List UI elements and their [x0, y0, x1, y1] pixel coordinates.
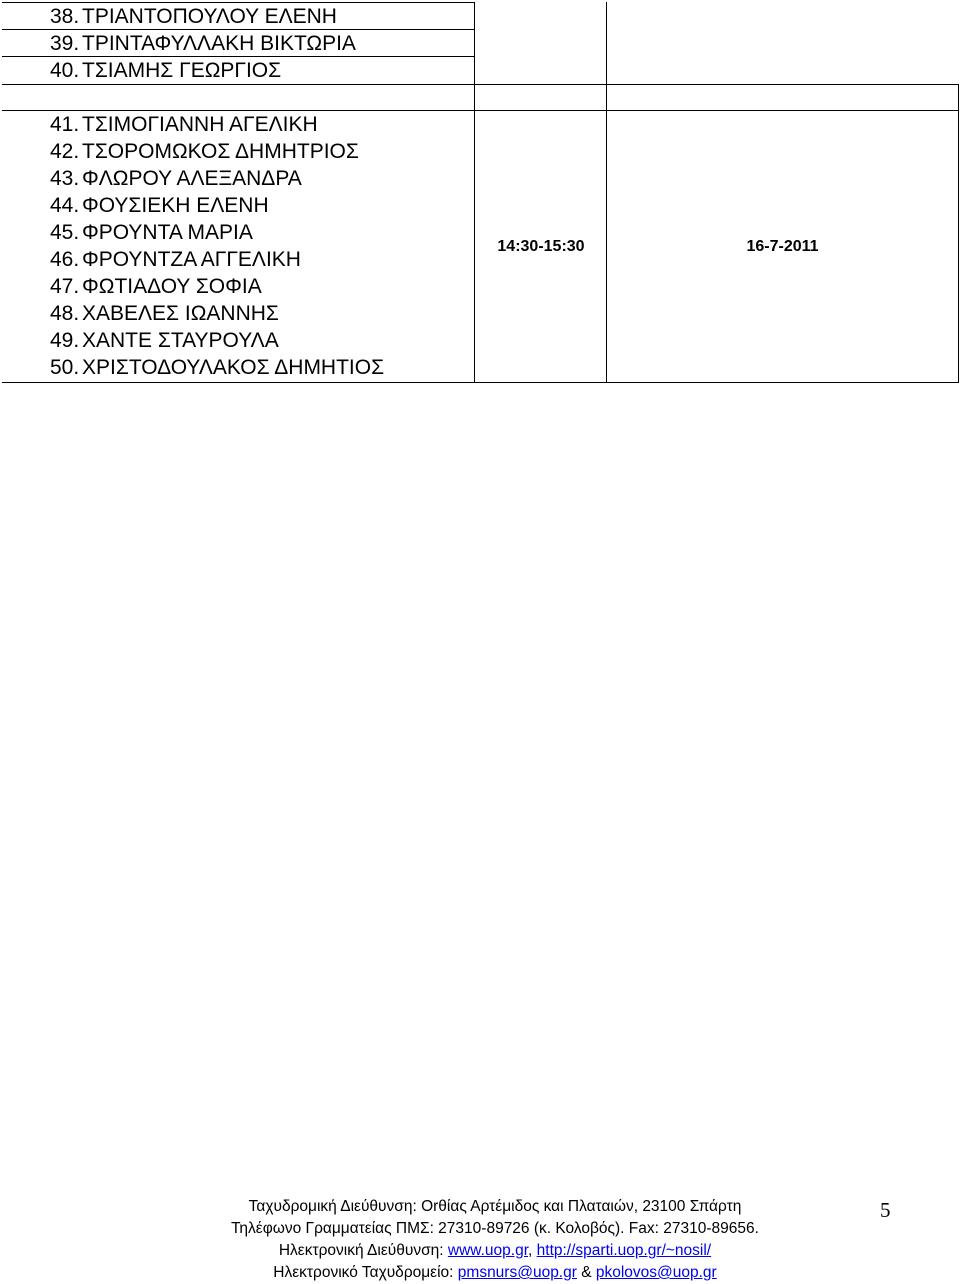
- row-number: 44.: [50, 194, 80, 217]
- list-item: [50, 354, 384, 381]
- footer-web: [170, 1240, 820, 1262]
- table-rule: [958, 84, 959, 383]
- student-name: ΦΡΟΥΝΤΖΑ ΑΓΓΕΛΙΚΗ: [82, 248, 301, 271]
- student-name: ΧΑΒΕΛΕΣ ΙΩΑΝΝΗΣ: [82, 302, 279, 325]
- page-footer: [170, 1196, 820, 1284]
- student-name: ΤΡΙΑΝΤΟΠΟΥΛΟΥ ΕΛΕΝΗ: [82, 5, 337, 28]
- row-number: 45.: [50, 221, 80, 244]
- list-item: [50, 30, 356, 57]
- student-name: ΦΡΟΥΝΤΑ ΜΑΡΙΑ: [82, 221, 253, 244]
- list-item: [50, 3, 337, 30]
- table-rule: [606, 2, 607, 383]
- list-item: [50, 165, 302, 192]
- table-rule: [2, 84, 959, 85]
- row-number: 38.: [50, 5, 80, 28]
- student-name: ΧΑΝΤΕ ΣΤΑΥΡΟΥΛΑ: [82, 329, 279, 352]
- student-name: ΦΩΤΙΑΔΟΥ ΣΟΦΙΑ: [82, 275, 262, 298]
- footer-email-label: Ηλεκτρονικό Ταχυδρομείο:: [273, 1264, 458, 1281]
- list-item: [50, 111, 318, 138]
- row-number: 48.: [50, 302, 80, 325]
- student-name: ΤΣΙΜΟΓΙΑΝΝΗ ΑΓΕΛΙΚΗ: [82, 113, 318, 136]
- department-site-link[interactable]: http://sparti.uop.gr/~nosil/: [536, 1242, 712, 1259]
- list-item: [50, 246, 301, 273]
- list-item: [50, 300, 279, 327]
- row-number: 43.: [50, 167, 80, 190]
- list-item: [50, 138, 359, 165]
- footer-address: Ταχυδρομική Διεύθυνση: Οrθίας Αρτέμιδος και Πλαταιών, 23100 Σπάρτη: [248, 1198, 742, 1215]
- email-link-pkolovos[interactable]: pkolovos@uop.gr: [595, 1264, 717, 1281]
- student-name: ΤΣΙΑΜΗΣ ΓΕΩΡΓΙΟΣ: [82, 59, 282, 82]
- website-link[interactable]: www.uop.gr: [447, 1242, 529, 1259]
- student-name: ΧΡΙΣΤΟΔΟΥΛΑΚΟΣ ΔΗΜΗΤΙΟΣ: [82, 356, 385, 379]
- table-rule: [474, 2, 475, 383]
- row-number: 42.: [50, 140, 80, 163]
- list-item: [50, 273, 262, 300]
- student-name: ΤΣΟΡΟΜΩΚΟΣ ΔΗΜΗΤΡΙΟΣ: [82, 140, 359, 163]
- footer-web-label: Ηλεκτρονική Διεύθυνση:: [278, 1242, 448, 1259]
- row-number: 47.: [50, 275, 80, 298]
- page-number: 5: [880, 1198, 891, 1222]
- footer-email: [170, 1262, 820, 1284]
- row-number: 49.: [50, 329, 80, 352]
- footer-phone: Τηλέφωνο Γραμματείας ΠΜΣ: 27310-89726 (κ. Κολοβός). Fax: 27310-89656.: [231, 1220, 759, 1237]
- student-name: ΦΟΥΣΙΕΚΗ ΕΛΕΝΗ: [82, 194, 269, 217]
- exam-date: 16-7-2011: [746, 238, 819, 255]
- student-name: ΦΛΩΡΟΥ ΑΛΕΞΑΝΔΡΑ: [82, 167, 302, 190]
- list-item: [50, 57, 281, 84]
- row-number: 41.: [50, 113, 80, 136]
- list-item: [50, 192, 269, 219]
- email-link-pmsnurs[interactable]: pmsnurs@uop.gr: [457, 1264, 577, 1281]
- list-item: [50, 327, 279, 354]
- list-item: [50, 219, 253, 246]
- footer-separator: &: [576, 1264, 596, 1281]
- table-rule: [2, 382, 959, 383]
- footer-separator: ,: [528, 1242, 537, 1259]
- exam-time: 14:30-15:30: [497, 238, 585, 255]
- student-name: ΤΡΙΝΤΑΦΥΛΛΑΚΗ ΒΙΚΤΩΡΙΑ: [82, 32, 356, 55]
- row-number: 50.: [50, 356, 80, 379]
- row-number: 46.: [50, 248, 80, 271]
- row-number: 40.: [50, 59, 80, 82]
- row-number: 39.: [50, 32, 80, 55]
